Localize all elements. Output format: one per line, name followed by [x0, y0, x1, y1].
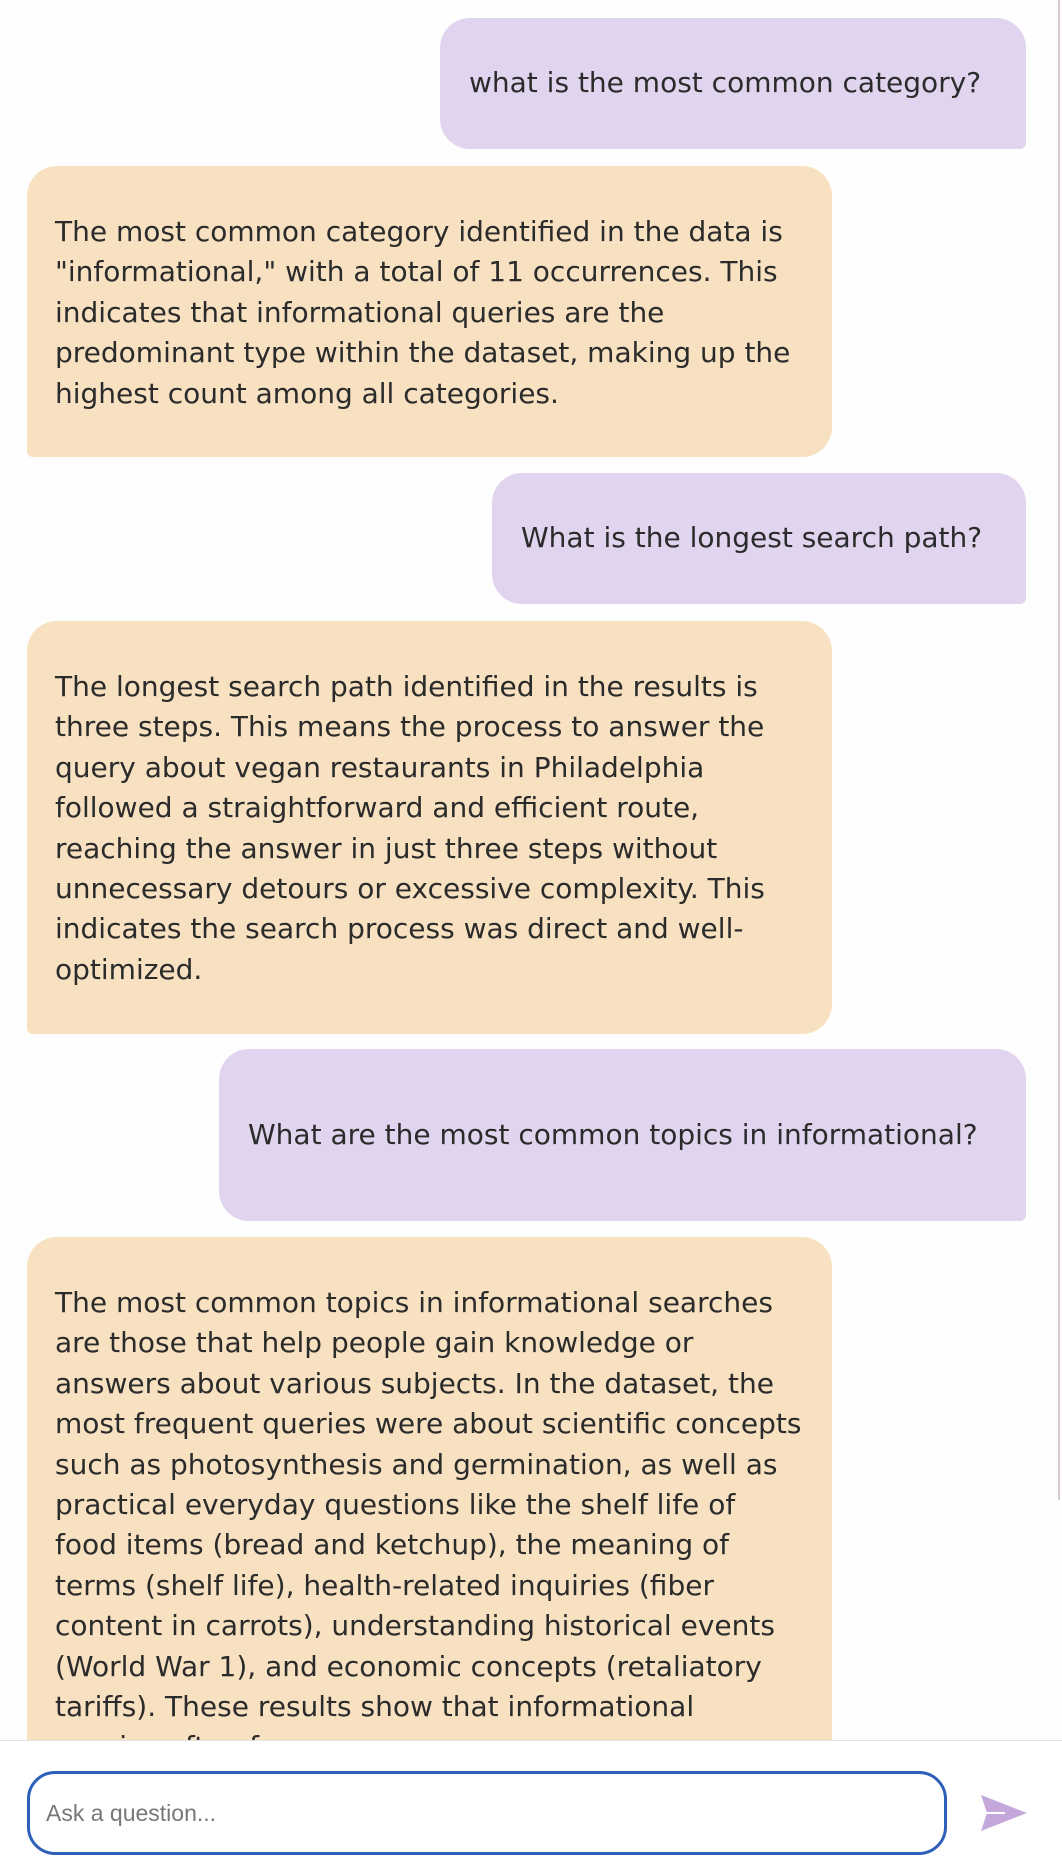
user-message-text: What is the longest search path?: [521, 521, 983, 555]
assistant-message-text: The most common topics in informational searches are those that help people gain knowledge or answers about various subjects. In the dataset, the most frequent queries were about scientific concepts such as photosynthesis and germination, as well as practical everyday questions like the shelf life of food items (bread and ketchup), the meaning of terms (shelf life), health-related inquiries (fiber content in carrots), understanding historical events (World War 1), and economic concepts (retaliatory tariffs). These results show that informational: [55, 1286, 802, 1724]
assistant-message: [27, 621, 832, 1034]
user-message: [219, 1049, 1026, 1221]
user-message-text: what is the most common category?: [469, 66, 982, 100]
composer-bar: [0, 1740, 1062, 1864]
assistant-message-text: The longest search path identified in the results is three steps. This means the process to answer the query about vegan restaurants in Philadelphia followed a straightforward and efficient route, reaching the answer in just three steps without unnecessary detours or excessive complexity. This indicates the search process was direct and well-optimized.: [55, 670, 765, 986]
scrollbar[interactable]: [1058, 0, 1060, 1500]
user-message-text: What are the most common topics in informational?: [248, 1117, 978, 1151]
send-arrow-icon: [975, 1787, 1035, 1839]
assistant-message: [27, 166, 832, 457]
user-message: [492, 473, 1026, 604]
question-input[interactable]: [27, 1771, 947, 1855]
send-button[interactable]: [975, 1787, 1035, 1839]
user-message: [440, 18, 1026, 149]
assistant-message-text: The most common category identified in the data is "informational," with a total of 11 occurrences. This indicates that informational queries are the predominant type within the dataset, making up the highest count among all categories.: [55, 215, 791, 410]
